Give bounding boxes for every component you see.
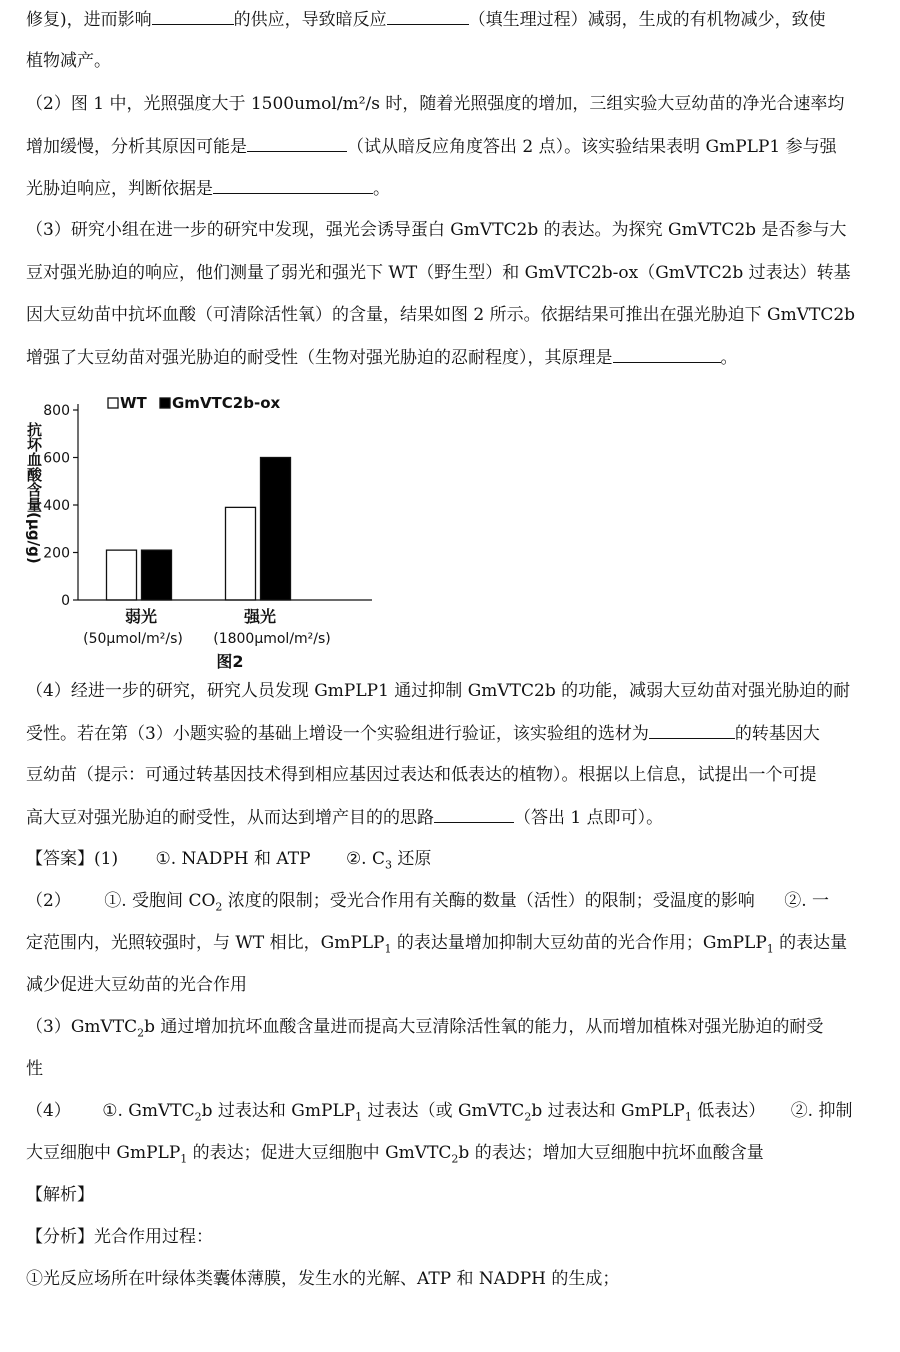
text: 【解析】	[26, 1185, 94, 1205]
text: 受性。若在第（3）小题实验的基础上增设一个实验组进行验证，该实验组的选材为	[26, 724, 649, 744]
text: 光胁迫响应，判断依据是	[26, 179, 213, 199]
bar-gmvtc2b-ox-0	[142, 550, 172, 600]
text: 高大豆对强光胁迫的耐受性，从而达到增产目的的思路	[26, 808, 434, 828]
text: 增强了大豆幼苗对强光胁迫的耐受性（生物对强光胁迫的忍耐程度），其原理是	[26, 348, 613, 368]
text: 大豆细胞中 GmPLP	[26, 1143, 181, 1163]
question-4-line	[26, 806, 663, 829]
text: ②. C	[345, 849, 385, 869]
subscript: 1	[384, 942, 392, 956]
text: 的表达量增加抑制大豆幼苗的光合作用；GmPLP	[391, 933, 767, 953]
analysis-line	[26, 1268, 619, 1290]
text: （答出 1 点即可）。	[514, 808, 664, 828]
answer-2-line	[26, 932, 847, 954]
subscript: 3	[385, 858, 392, 872]
text-line	[26, 8, 826, 31]
bar-gmvtc2b-ox-1	[261, 458, 291, 601]
category-label: 强光	[243, 607, 277, 626]
text: 植物减产。	[26, 51, 111, 71]
answer-blank	[434, 806, 514, 823]
bar-wt-0	[107, 550, 137, 600]
subscript: 2	[194, 1110, 202, 1124]
text: ①. NADPH 和 ATP	[155, 849, 311, 869]
category-sublabel: (1800μmol/m²/s)	[213, 631, 331, 647]
text: 。	[373, 179, 390, 199]
answer-blank	[213, 177, 373, 194]
y-tick-label: 200	[43, 545, 70, 562]
y-tick-label: 600	[43, 450, 70, 467]
y-tick-label: 0	[61, 593, 70, 609]
question-4-line	[26, 680, 850, 702]
chart-title: 图2	[216, 652, 244, 671]
text: 因大豆幼苗中抗坏血酸（可清除活性氧）的含量，结果如图 2 所示。依据结果可推出在强光胁迫下 GmVTC2b	[26, 305, 856, 325]
y-tick-label: 800	[43, 403, 70, 419]
question-3-line	[26, 304, 855, 326]
text: b 的表达；增加大豆细胞中抗坏血酸含量	[458, 1143, 764, 1163]
question-2-line	[26, 93, 844, 115]
question-4-line	[26, 764, 817, 786]
answer-4-line	[26, 1100, 853, 1122]
text: （4）	[26, 1101, 71, 1121]
subscript: 2	[215, 900, 223, 914]
text: 豆幼苗（提示：可通过转基因技术得到相应基因过表达和低表达的植物）。根据以上信息，试提出一个可提	[26, 765, 817, 785]
question-3-line	[26, 346, 738, 369]
text: 。	[720, 348, 738, 368]
question-4-line	[26, 722, 820, 745]
answer-1-line	[26, 848, 431, 870]
text: 的表达；促进大豆细胞中 GmVTC	[187, 1143, 452, 1163]
text: 豆对强光胁迫的响应，他们测量了弱光和强光下 WT（野生型）和 GmVTC2b-ox（GmVTC2b 过表达）转基	[26, 263, 851, 283]
subscript: 2	[524, 1110, 532, 1124]
text: （3）研究小组在进一步的研究中发现，强光会诱导蛋白 GmVTC2b 的表达。为探究 GmVTC2b 是否参与大	[26, 220, 847, 240]
text: 低表达）	[691, 1101, 766, 1121]
answer-3-line	[26, 1058, 43, 1080]
text: 性	[26, 1059, 43, 1079]
text: ①. 受胞间 CO	[104, 891, 216, 911]
y-tick-label: 400	[43, 498, 70, 514]
category-label: 弱光	[124, 607, 158, 626]
answer-blank	[152, 8, 234, 25]
text: （4）经进一步的研究，研究人员发现 GmPLP1 通过抑制 GmVTC2b 的功能，减弱大豆幼苗对强光胁迫的耐	[26, 681, 851, 701]
subscript: 2	[137, 1026, 145, 1040]
legend-swatch	[108, 398, 118, 408]
text: ②. 一	[784, 891, 830, 911]
text: （3）GmVTC	[26, 1017, 138, 1037]
subscript: 2	[451, 1152, 459, 1166]
question-2-line	[26, 177, 390, 200]
text: b 过表达和 GmPLP	[201, 1101, 356, 1121]
question-3-line	[26, 262, 851, 284]
text: （填生理过程）减弱，生成的有机物减少，致使	[468, 10, 826, 30]
text: 还原	[392, 849, 432, 869]
text: 过表达（或 GmVTC	[362, 1101, 525, 1121]
answer-blank	[247, 135, 347, 152]
answer-blank	[649, 722, 735, 739]
text: （2）	[26, 891, 71, 911]
subscript: 1	[766, 942, 774, 956]
analysis-heading	[26, 1184, 94, 1206]
question-2-line	[26, 135, 837, 158]
analysis-line	[26, 1226, 213, 1248]
text: 的表达量	[773, 933, 848, 953]
text: b 过表达和 GmPLP	[531, 1101, 685, 1121]
question-3-line	[26, 219, 846, 241]
y-axis-label: 抗坏血酸含量(μg/g)	[25, 422, 43, 564]
text-line	[26, 50, 111, 72]
legend-label: WT	[120, 394, 147, 412]
answer-2-line	[26, 890, 829, 912]
text: 减少促进大豆幼苗的光合作用	[26, 975, 247, 995]
text: 的供应，导致暗反应	[233, 10, 387, 30]
text: 【分析】光合作用过程：	[26, 1227, 213, 1247]
answer-2-line	[26, 974, 247, 996]
bar-wt-1	[226, 507, 256, 600]
answer-blank	[387, 8, 469, 25]
figure-2-bar-chart	[20, 392, 400, 682]
text: ②. 抑制	[790, 1101, 853, 1121]
text: 修复)，进而影响	[26, 10, 152, 30]
answer-4-line	[26, 1142, 764, 1164]
text: ①光反应场所在叶绿体类囊体薄膜，发生水的光解、ATP 和 NADPH 的生成；	[26, 1269, 620, 1289]
text: ①. GmVTC	[102, 1101, 195, 1121]
text: （2）图 1 中，光照强度大于 1500umol/m²/s 时，随着光照强度的增加，三组实验大豆幼苗的净光合速率均	[26, 94, 845, 114]
answer-blank	[613, 346, 721, 363]
text: 的转基因大	[734, 724, 820, 744]
legend-label: GmVTC2b-ox	[172, 394, 281, 412]
text: b 通过增加抗坏血酸含量进而提高大豆清除活性氧的能力，从而增加植株对强光胁迫的耐受	[144, 1017, 824, 1037]
text: 定范围内，光照较强时，与 WT 相比，GmPLP	[26, 933, 385, 953]
text: （试从暗反应角度答出 2 点）。该实验结果表明 GmPLP1 参与强	[347, 137, 837, 157]
text: 【答案】(1)	[26, 849, 119, 869]
text: 增加缓慢，分析其原因可能是	[26, 137, 247, 157]
category-sublabel: (50μmol/m²/s)	[83, 631, 183, 647]
subscript: 1	[355, 1110, 363, 1124]
text: 浓度的限制；受光合作用有关酶的数量（活性）的限制；受温度的影响	[222, 891, 755, 911]
answer-3-line	[26, 1016, 823, 1038]
subscript: 1	[180, 1152, 188, 1166]
legend-swatch	[160, 398, 170, 408]
subscript: 1	[684, 1110, 692, 1124]
